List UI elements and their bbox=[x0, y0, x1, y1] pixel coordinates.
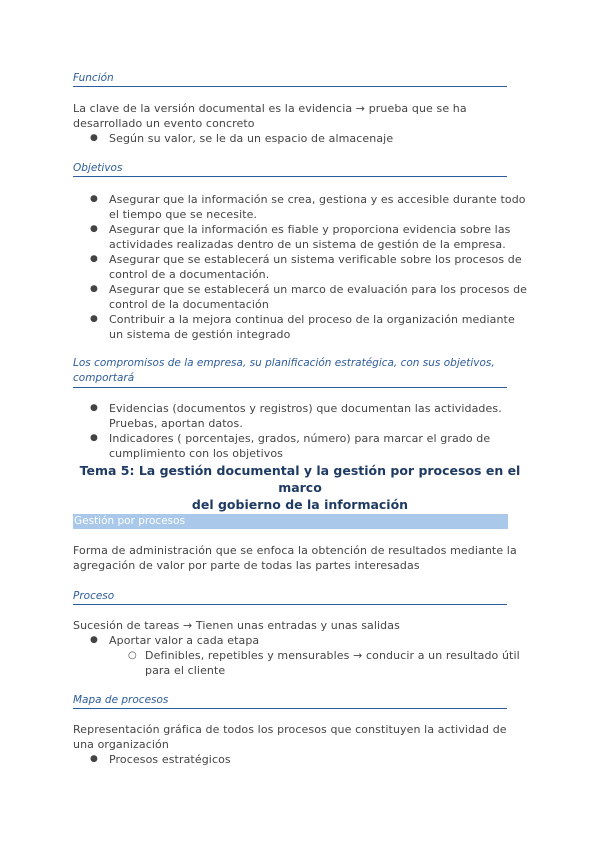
list-item: ● Asegurar que la información se crea, gestiona y es accesible durante todo el tiempo que se necesite. bbox=[90, 193, 526, 221]
heading-objetivos: Objetivos bbox=[73, 161, 507, 177]
list-proceso bbox=[73, 633, 528, 678]
list-item: ● Indicadores ( porcentajes, grados, número) para marcar el grado de cumplimiento con los objetivos bbox=[90, 432, 491, 460]
page-title bbox=[60, 462, 540, 513]
list-mapa bbox=[73, 752, 528, 767]
list-item: ● Evidencias (documentos y registros) que documentan las actividades. Pruebas, aportan datos. bbox=[90, 402, 502, 430]
bullet-icon: ● bbox=[90, 754, 98, 764]
heading-compromisos: Los compromisos de la empresa, su planificación estratégica, con sus objetivos, comportará bbox=[73, 356, 507, 388]
heading-gestion-por-procesos: Gestión por procesos bbox=[73, 514, 508, 529]
list-funcion bbox=[73, 131, 528, 146]
bullet-icon: ● bbox=[90, 433, 98, 443]
list-item: ● Asegurar que se establecerá un marco de evaluación para los procesos de control de la documentación bbox=[90, 283, 528, 311]
list-subitem: ○ Definibles, repetibles y mensurables → conducir a un resultado útil para el cliente bbox=[128, 649, 520, 677]
list-item: ● Asegurar que la información es fiable y proporciona evidencia sobre las actividades realizadas dentro de un sistema de gestión de la empresa. bbox=[90, 223, 511, 251]
paragraph-funcion: La clave de la versión documental es la evidencia → prueba que se ha desarrollado un evento concreto bbox=[73, 102, 467, 130]
bullet-icon: ● bbox=[90, 224, 98, 234]
bullet-icon: ● bbox=[90, 284, 98, 294]
paragraph-proceso: Sucesión de tareas → Tienen unas entradas y unas salidas bbox=[73, 619, 400, 632]
heading-proceso: Proceso bbox=[73, 589, 507, 605]
list-item: ● Aportar valor a cada etapa bbox=[90, 634, 260, 647]
paragraph-mapa: Representación gráfica de todos los procesos que constituyen la actividad de una organización bbox=[73, 723, 507, 751]
bullet-icon: ● bbox=[90, 314, 98, 324]
list-item: ● Asegurar que se establecerá un sistema verificable sobre los procesos de control de a documentación. bbox=[90, 253, 522, 281]
list-compromisos bbox=[73, 401, 528, 461]
bullet-icon: ● bbox=[90, 133, 98, 143]
list-item: ● Según su valor, se le da un espacio de almacenaje bbox=[90, 132, 394, 145]
bullet-icon: ● bbox=[90, 635, 98, 645]
heading-mapa-de-procesos: Mapa de procesos bbox=[73, 693, 507, 709]
bullet-icon: ● bbox=[90, 403, 98, 413]
title-line-2: del gobierno de la información bbox=[191, 497, 409, 512]
paragraph-gestion: Forma de administración que se enfoca la obtención de resultados mediante la agregación de valor por parte de todas las partes interesadas bbox=[73, 544, 517, 572]
bullet-icon: ● bbox=[90, 194, 98, 204]
bullet-icon: ● bbox=[90, 254, 98, 264]
title-line-1: Tema 5: La gestión documental y la gestión por procesos en el marco bbox=[79, 463, 521, 495]
list-item: ● Procesos estratégicos bbox=[90, 753, 231, 766]
circle-bullet-icon: ○ bbox=[128, 650, 137, 661]
list-item: ● Contribuir a la mejora continua del proceso de la organización mediante un sistema de gestión integrado bbox=[90, 313, 515, 341]
heading-funcion: Función bbox=[73, 71, 507, 87]
list-objetivos bbox=[73, 192, 528, 342]
